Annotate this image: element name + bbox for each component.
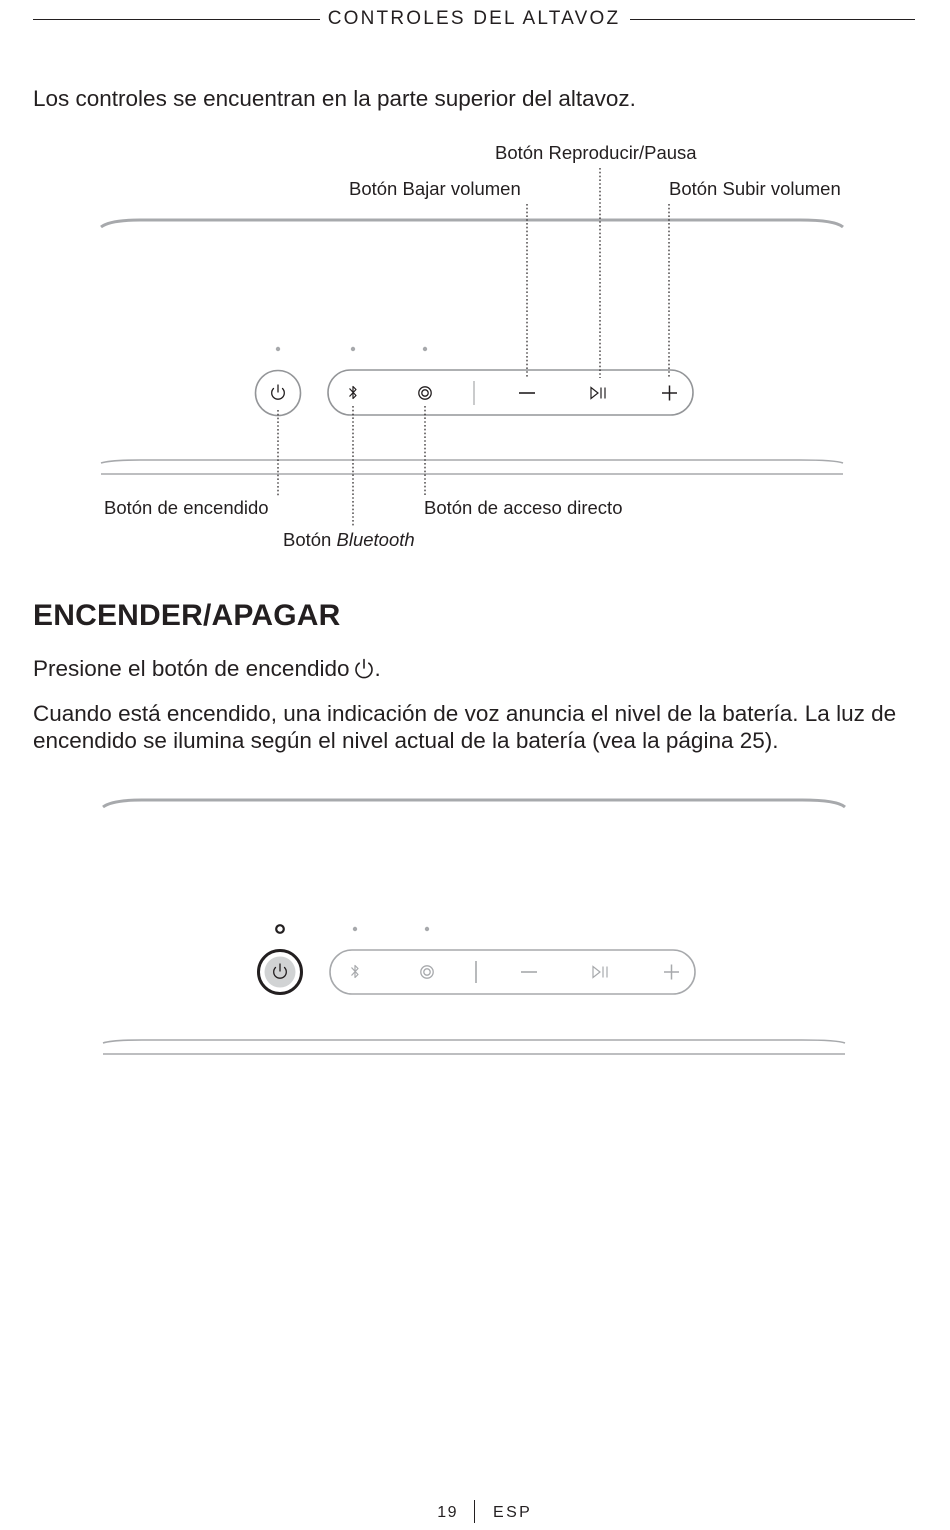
- play-pause-button[interactable]: [591, 388, 605, 399]
- bluetooth-button[interactable]: [350, 387, 357, 399]
- shortcut-button[interactable]: [419, 387, 431, 399]
- speaker-top-edge: [103, 800, 845, 807]
- control-strip: [330, 950, 695, 994]
- power-button-pressed[interactable]: [259, 951, 302, 994]
- plus-icon: [662, 386, 677, 401]
- header-title: CONTROLES DEL ALTAVOZ: [327, 8, 621, 29]
- page-number: 19: [437, 1504, 458, 1521]
- header-rule-right: [630, 19, 915, 20]
- play-pause-button[interactable]: [593, 967, 607, 978]
- speaker-bottom-edge-upper: [103, 1040, 845, 1043]
- label-volume-up: Botón Subir volumen: [669, 178, 841, 199]
- controls-diagram: [0, 140, 950, 560]
- power-instruction-end: .: [374, 656, 381, 681]
- power-instruction: [33, 655, 923, 682]
- label-shortcut: Botón de acceso directo: [424, 497, 623, 518]
- power-instruction-text: Presione el botón de encendido: [33, 656, 350, 681]
- speaker-bottom-edge-upper: [101, 460, 843, 463]
- volume-up-button[interactable]: [662, 386, 677, 401]
- shortcut-light: [425, 927, 429, 931]
- control-strip: [328, 370, 693, 415]
- shortcut-icon: [421, 966, 433, 978]
- power-icon: [353, 657, 375, 679]
- power-light: [276, 347, 280, 351]
- bluetooth-icon: [350, 387, 357, 399]
- power-icon: [272, 385, 285, 399]
- label-volume-down: Botón Bajar volumen: [349, 178, 521, 199]
- shortcut-icon: [419, 387, 431, 399]
- footer-separator: [474, 1500, 475, 1523]
- label-power: Botón de encendido: [104, 497, 269, 518]
- label-play-pause: Botón Reproducir/Pausa: [495, 142, 697, 163]
- page-header: [33, 7, 915, 33]
- bluetooth-light: [353, 927, 357, 931]
- plus-icon: [664, 965, 679, 980]
- label-bluetooth: [283, 529, 415, 550]
- shortcut-button[interactable]: [421, 966, 433, 978]
- label-bluetooth-italic: Bluetooth: [336, 529, 415, 550]
- bluetooth-icon: [352, 966, 359, 978]
- play-pause-icon: [591, 388, 605, 399]
- play-pause-icon: [593, 967, 607, 978]
- power-light-on: [276, 925, 284, 933]
- bluetooth-light: [351, 347, 355, 351]
- page-footer: [0, 1500, 950, 1530]
- section-title: ENCENDER/APAGAR: [33, 599, 341, 632]
- power-button[interactable]: [256, 371, 301, 416]
- speaker-top-edge: [101, 220, 843, 227]
- power-description: Cuando está encendido, una indicación de voz anuncia el nivel de la batería. La luz de encendido se ilumina según el nivel actual de la batería (vea la página 25).: [33, 701, 897, 753]
- label-bluetooth-prefix: Botón: [283, 529, 337, 550]
- bluetooth-button[interactable]: [352, 966, 359, 978]
- language-code: ESP: [493, 1504, 533, 1521]
- shortcut-light: [423, 347, 427, 351]
- volume-up-button[interactable]: [664, 965, 679, 980]
- power-diagram: [0, 780, 950, 1070]
- intro-text: Los controles se encuentran en la parte superior del altavoz.: [33, 86, 636, 111]
